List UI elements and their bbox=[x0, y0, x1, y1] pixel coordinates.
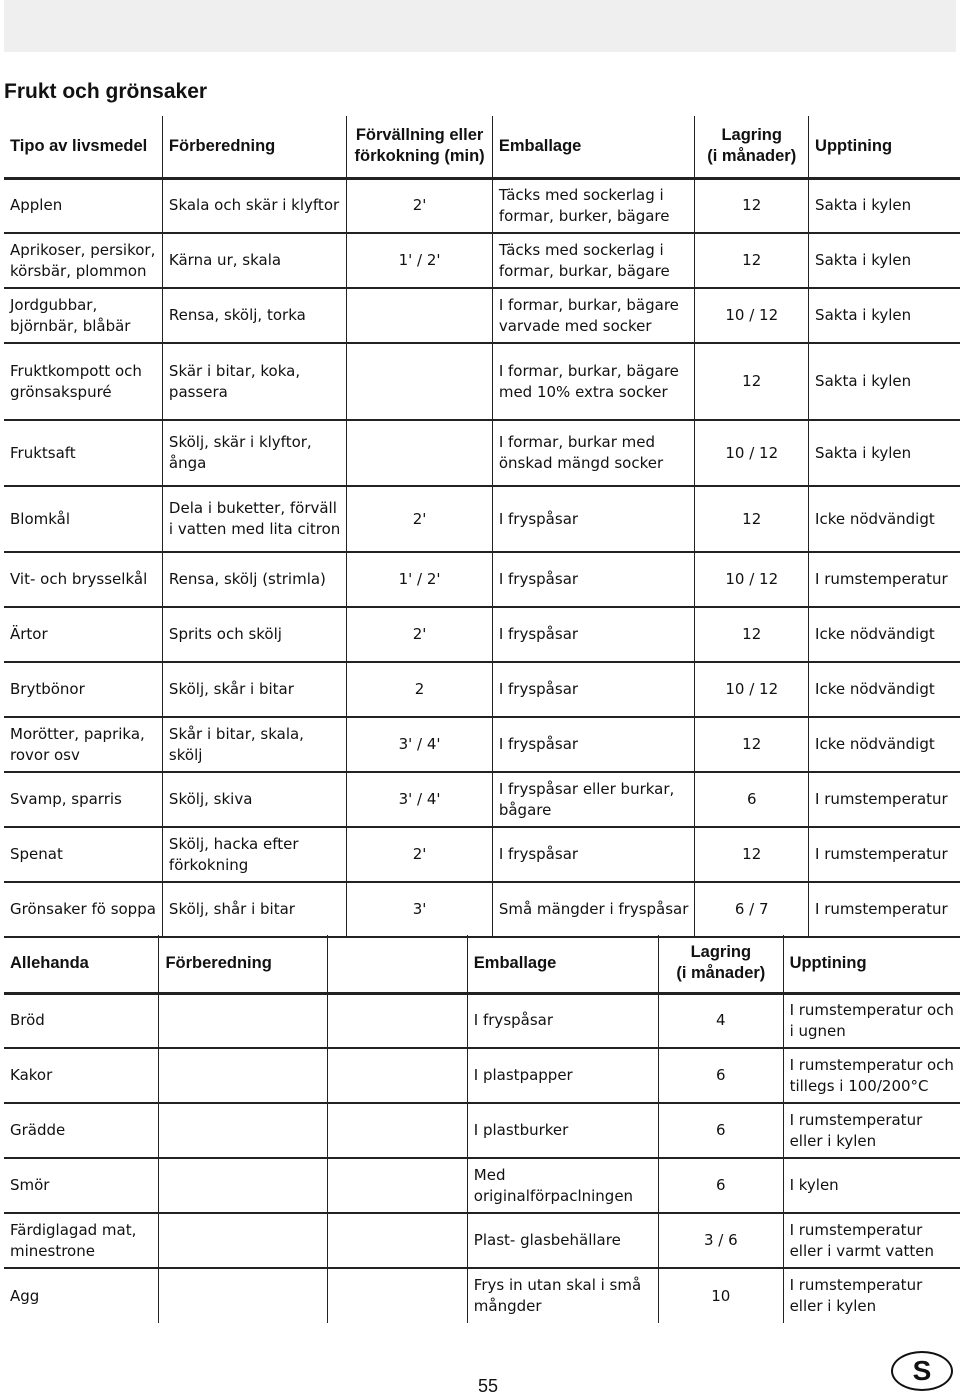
cell-line: Sprits och skölj bbox=[168, 625, 282, 643]
cell-line: önskad mängd socker bbox=[498, 454, 664, 472]
cell-line: förkokning bbox=[168, 855, 249, 874]
cell-line: rovor osv bbox=[10, 745, 80, 764]
cell-line: Rensa, skölj (strimla) bbox=[168, 570, 326, 588]
cell-line: I rumstemperatur bbox=[815, 790, 948, 808]
cell-thaw bbox=[809, 178, 960, 233]
cell-line: Sakta i kylen bbox=[815, 443, 912, 462]
cell-blanch bbox=[328, 1048, 468, 1103]
cell-prep bbox=[162, 178, 346, 233]
cell-value: 1' / 2' bbox=[398, 570, 441, 588]
cell-blanch bbox=[347, 233, 493, 288]
cell-blanch bbox=[328, 1268, 468, 1323]
cell-line: I kylen bbox=[789, 1176, 839, 1194]
cell-line: (i månader) bbox=[707, 147, 797, 166]
cell-line: varvade med socker bbox=[498, 316, 652, 335]
cell-prep bbox=[162, 233, 346, 288]
cell-line: Blomkål bbox=[10, 509, 71, 528]
table-row bbox=[4, 486, 960, 552]
cell-value: 6 / 7 bbox=[734, 900, 769, 918]
table-row bbox=[4, 233, 960, 288]
cell-storage bbox=[659, 1103, 784, 1158]
cell-pack bbox=[467, 1268, 658, 1323]
cell-line: passera bbox=[168, 382, 228, 401]
cell-food bbox=[4, 1213, 159, 1268]
cell-value: 12 bbox=[742, 735, 762, 753]
cell-food bbox=[4, 178, 162, 233]
cell-line: minestrone bbox=[10, 1241, 95, 1260]
cell-prep bbox=[162, 607, 346, 662]
cell-storage bbox=[695, 607, 809, 662]
cell-prep bbox=[159, 1103, 328, 1158]
cell-pack bbox=[492, 717, 695, 772]
cell-line: I fryspåsar bbox=[498, 570, 579, 588]
cell-pack bbox=[492, 827, 695, 882]
cell-line: eller i kylen bbox=[789, 1297, 877, 1315]
cell-food bbox=[4, 717, 162, 772]
cell-thaw bbox=[783, 1158, 960, 1213]
cell-food bbox=[4, 882, 162, 937]
cell-prep bbox=[162, 662, 346, 717]
cell-storage bbox=[695, 486, 809, 552]
cell-line: Lagring bbox=[690, 943, 752, 962]
cell-line: Rensa, skölj, torka bbox=[168, 306, 306, 324]
cell-blanch bbox=[328, 1158, 468, 1213]
header-storage bbox=[695, 116, 809, 178]
header-pack bbox=[492, 116, 695, 178]
cell-food bbox=[4, 772, 162, 827]
cell-line: I fryspåsar eller burkar, bbox=[498, 779, 675, 798]
cell-pack bbox=[492, 233, 695, 288]
cell-line: I rumstemperatur bbox=[789, 1110, 923, 1129]
header-storage bbox=[659, 935, 784, 993]
table-row bbox=[4, 882, 960, 937]
cell-storage bbox=[659, 1048, 784, 1103]
cell-blanch bbox=[347, 343, 493, 420]
cell-prep bbox=[159, 1048, 328, 1103]
cell-pack bbox=[492, 552, 695, 607]
cell-line: grönsakspuré bbox=[10, 382, 112, 401]
cell-line: körsbär, plommon bbox=[10, 261, 147, 280]
cell-storage bbox=[695, 343, 809, 420]
table-header-row bbox=[4, 935, 960, 993]
cell-pack bbox=[492, 420, 695, 486]
cell-value: 12 bbox=[742, 509, 762, 528]
cell-line: mångder bbox=[473, 1297, 542, 1315]
cell-pack bbox=[492, 772, 695, 827]
cell-thaw bbox=[809, 486, 960, 552]
cell-storage bbox=[695, 233, 809, 288]
cell-line: med 10% extra socker bbox=[498, 382, 668, 401]
cell-line: I fryspåsar bbox=[498, 735, 579, 753]
cell-line: Kakor bbox=[10, 1066, 53, 1084]
cell-value: 12 bbox=[742, 196, 762, 215]
cell-thaw bbox=[809, 607, 960, 662]
cell-line: I formar, burkar med bbox=[498, 433, 655, 451]
cell-blanch bbox=[347, 486, 493, 552]
cell-pack bbox=[467, 1158, 658, 1213]
cell-pack bbox=[492, 343, 695, 420]
cell-line: Sakta i kylen bbox=[815, 372, 912, 390]
cell-pack bbox=[467, 1048, 658, 1103]
cell-line: Upptining bbox=[789, 953, 867, 972]
cell-food bbox=[4, 1048, 159, 1103]
cell-value: 10 / 12 bbox=[725, 680, 779, 698]
cell-thaw bbox=[809, 420, 960, 486]
table-row bbox=[4, 607, 960, 662]
header-prep bbox=[159, 935, 328, 993]
cell-line: Lagring bbox=[721, 126, 782, 145]
cell-line: Aprikoser, persikor, bbox=[10, 240, 156, 259]
cell-line: Täcks med sockerlag i bbox=[498, 240, 664, 259]
cell-line: Dela i buketter, förväll bbox=[168, 499, 337, 517]
cell-blanch bbox=[328, 1103, 468, 1158]
cell-line: Smör bbox=[10, 1176, 50, 1194]
cell-value: 10 bbox=[711, 1286, 731, 1305]
cell-thaw bbox=[783, 1213, 960, 1268]
table-row bbox=[4, 420, 960, 486]
cell-food bbox=[4, 993, 159, 1048]
cell-storage bbox=[695, 178, 809, 233]
cell-storage bbox=[659, 1158, 784, 1213]
cell-blanch bbox=[347, 662, 493, 717]
cell-value: 12 bbox=[742, 845, 762, 863]
table-row bbox=[4, 717, 960, 772]
cell-line: Fruktkompott och bbox=[10, 361, 142, 380]
cell-line: I plastpapper bbox=[473, 1066, 573, 1084]
cell-thaw bbox=[809, 662, 960, 717]
cell-line: ånga bbox=[168, 454, 207, 472]
cell-line: Icke nödvändigt bbox=[815, 625, 935, 643]
cell-line: Frys in utan skal i små bbox=[473, 1276, 642, 1294]
cell-line: Agg bbox=[10, 1286, 40, 1305]
cell-line: formar, burker, bägare bbox=[498, 206, 670, 225]
cell-storage bbox=[695, 288, 809, 343]
cell-value: 2' bbox=[412, 196, 427, 215]
cell-prep bbox=[162, 717, 346, 772]
cell-food bbox=[4, 420, 162, 486]
cell-value: 2 bbox=[414, 680, 425, 698]
cell-food bbox=[4, 552, 162, 607]
cell-line: Förberedning bbox=[165, 953, 272, 972]
cell-prep bbox=[162, 772, 346, 827]
cell-blanch bbox=[347, 288, 493, 343]
cell-food bbox=[4, 827, 162, 882]
cell-line: Täcks med sockerlag i bbox=[498, 185, 664, 204]
cell-value: 12 bbox=[742, 251, 762, 269]
cell-blanch bbox=[328, 993, 468, 1048]
freezing-table-miscellaneous bbox=[4, 935, 960, 1323]
cell-thaw bbox=[783, 1103, 960, 1158]
cell-value: 3' bbox=[412, 900, 427, 918]
cell-line: Emballage bbox=[473, 953, 557, 972]
cell-blanch bbox=[347, 178, 493, 233]
cell-prep bbox=[159, 1213, 328, 1268]
cell-line: Kärna ur, skala bbox=[168, 251, 282, 269]
cell-storage bbox=[659, 993, 784, 1048]
brand-logo bbox=[891, 1351, 953, 1391]
cell-storage bbox=[695, 772, 809, 827]
cell-thaw bbox=[809, 827, 960, 882]
cell-value: 6 bbox=[716, 1066, 726, 1084]
cell-food bbox=[4, 486, 162, 552]
table-row bbox=[4, 552, 960, 607]
cell-line: Spenat bbox=[10, 845, 63, 863]
cell-pack bbox=[492, 662, 695, 717]
cell-line: tillegs i 100/200°C bbox=[789, 1076, 929, 1095]
cell-line: I formar, burkar, bägare bbox=[498, 361, 679, 380]
cell-line: Plast- glasbehällare bbox=[473, 1231, 621, 1249]
cell-value: 10 / 12 bbox=[725, 443, 779, 462]
cell-thaw bbox=[809, 233, 960, 288]
cell-storage bbox=[695, 717, 809, 772]
cell-line: I rumstemperatur bbox=[789, 1220, 923, 1239]
cell-value: 10 / 12 bbox=[725, 570, 779, 588]
table-row bbox=[4, 343, 960, 420]
cell-line: I rumstemperatur bbox=[815, 845, 948, 863]
cell-value: 3' / 4' bbox=[398, 735, 441, 753]
table-header-row bbox=[4, 116, 960, 178]
cell-line: eller i kylen bbox=[789, 1131, 877, 1150]
header-pack bbox=[467, 935, 658, 993]
cell-prep bbox=[162, 288, 346, 343]
cell-line: Allehanda bbox=[10, 953, 89, 972]
cell-line: Brytbönor bbox=[10, 680, 85, 698]
cell-thaw bbox=[809, 552, 960, 607]
cell-pack bbox=[492, 288, 695, 343]
cell-line: Små mängder i fryspåsar bbox=[498, 900, 689, 918]
cell-line: I fryspåsar bbox=[498, 509, 579, 528]
cell-value: 3' / 4' bbox=[398, 790, 441, 808]
page-number: 55 bbox=[478, 1376, 499, 1396]
cell-line: Upptining bbox=[815, 136, 893, 155]
cell-storage bbox=[659, 1213, 784, 1268]
table-row bbox=[4, 1048, 960, 1103]
cell-line: Skölj, skär i klyftor, bbox=[168, 433, 312, 451]
cell-line: (i månader) bbox=[676, 964, 766, 983]
cell-pack bbox=[467, 1103, 658, 1158]
cell-value: 2' bbox=[412, 625, 427, 643]
header-thaw bbox=[809, 116, 960, 178]
header-food bbox=[4, 116, 162, 178]
cell-line: Skår i bitar, skala, bbox=[168, 724, 304, 743]
cell-pack bbox=[467, 1213, 658, 1268]
logo-letter: S bbox=[912, 1355, 932, 1386]
header-blanch bbox=[328, 935, 468, 993]
cell-line: I rumstemperatur bbox=[815, 900, 948, 918]
cell-line: förkokning (min) bbox=[354, 147, 485, 166]
cell-line: Färdiglagad mat, bbox=[10, 1220, 137, 1239]
cell-line: eller i varmt vatten bbox=[789, 1241, 935, 1260]
cell-line: Applen bbox=[10, 196, 63, 215]
cell-line: Svamp, sparris bbox=[10, 790, 122, 808]
cell-line: Skölj, skiva bbox=[168, 790, 253, 808]
cell-blanch bbox=[347, 420, 493, 486]
cell-blanch bbox=[347, 717, 493, 772]
cell-line: Vit- och brysselkål bbox=[10, 570, 148, 588]
cell-food bbox=[4, 662, 162, 717]
cell-value: 12 bbox=[742, 625, 762, 643]
cell-blanch bbox=[328, 1213, 468, 1268]
table-row bbox=[4, 1103, 960, 1158]
cell-line: Bröd bbox=[10, 1011, 45, 1030]
cell-prep bbox=[162, 552, 346, 607]
cell-prep bbox=[159, 1158, 328, 1213]
cell-thaw bbox=[783, 1268, 960, 1323]
cell-value: 2' bbox=[412, 845, 427, 863]
header-food bbox=[4, 935, 159, 993]
table-row bbox=[4, 178, 960, 233]
cell-value: 4 bbox=[716, 1011, 726, 1030]
cell-line: Med bbox=[473, 1165, 506, 1184]
header-blanch bbox=[347, 116, 493, 178]
cell-line: Jordgubbar, bbox=[10, 295, 98, 314]
cell-prep bbox=[162, 420, 346, 486]
cell-storage bbox=[695, 552, 809, 607]
table-row bbox=[4, 1213, 960, 1268]
cell-thaw bbox=[809, 772, 960, 827]
cell-line: Skölj, shår i bitar bbox=[168, 900, 295, 918]
cell-prep bbox=[159, 1268, 328, 1323]
cell-line: originalförpaclningen bbox=[473, 1186, 634, 1205]
cell-pack bbox=[492, 882, 695, 937]
cell-pack bbox=[467, 993, 658, 1048]
cell-line: bågare bbox=[498, 800, 552, 819]
cell-line: Sakta i kylen bbox=[815, 196, 912, 215]
cell-storage bbox=[695, 827, 809, 882]
cell-line: Förvällning eller bbox=[355, 126, 484, 145]
cell-pack bbox=[492, 178, 695, 233]
cell-value: 1' / 2' bbox=[398, 251, 441, 269]
cell-prep bbox=[159, 993, 328, 1048]
table-row bbox=[4, 1158, 960, 1213]
cell-prep bbox=[162, 827, 346, 882]
cell-food bbox=[4, 607, 162, 662]
cell-line: björnbär, blåbär bbox=[10, 316, 131, 335]
cell-thaw bbox=[809, 343, 960, 420]
cell-line: Sakta i kylen bbox=[815, 306, 912, 324]
cell-line: Sakta i kylen bbox=[815, 251, 912, 269]
cell-storage bbox=[695, 662, 809, 717]
cell-line: Morötter, paprika, bbox=[10, 724, 145, 743]
cell-storage bbox=[659, 1268, 784, 1323]
cell-line: I formar, burkar, bägare bbox=[498, 295, 679, 314]
cell-line: Emballage bbox=[498, 136, 582, 155]
freezing-table-fruit-vegetables bbox=[4, 116, 960, 938]
cell-prep bbox=[162, 343, 346, 420]
cell-line: I rumstemperatur och bbox=[789, 1055, 954, 1074]
cell-line: Fruktsaft bbox=[10, 443, 76, 462]
cell-line: Ärtor bbox=[10, 625, 48, 643]
cell-food bbox=[4, 1268, 159, 1323]
table-row bbox=[4, 827, 960, 882]
cell-line: Grädde bbox=[10, 1121, 66, 1139]
cell-pack bbox=[492, 486, 695, 552]
cell-line: I fryspåsar bbox=[498, 845, 579, 863]
cell-pack bbox=[492, 607, 695, 662]
cell-value: 2' bbox=[412, 509, 427, 528]
cell-line: Skölj, hacka efter bbox=[168, 834, 299, 853]
cell-blanch bbox=[347, 607, 493, 662]
cell-blanch bbox=[347, 827, 493, 882]
table-row bbox=[4, 993, 960, 1048]
table-row bbox=[4, 1268, 960, 1323]
cell-storage bbox=[695, 420, 809, 486]
cell-line: I fryspåsar bbox=[498, 680, 579, 698]
cell-food bbox=[4, 1158, 159, 1213]
cell-line: Icke nödvändigt bbox=[815, 735, 935, 753]
cell-line: I plastburker bbox=[473, 1121, 569, 1139]
table-row bbox=[4, 772, 960, 827]
cell-thaw bbox=[809, 288, 960, 343]
cell-food bbox=[4, 288, 162, 343]
cell-prep bbox=[162, 882, 346, 937]
cell-line: Tipo av livsmedel bbox=[10, 136, 148, 155]
cell-line: I rumstemperatur bbox=[789, 1276, 923, 1294]
cell-thaw bbox=[809, 882, 960, 937]
cell-thaw bbox=[783, 993, 960, 1048]
cell-prep bbox=[162, 486, 346, 552]
cell-value: 6 bbox=[716, 1176, 726, 1194]
cell-line: I fryspåsar bbox=[473, 1011, 554, 1030]
cell-blanch bbox=[347, 882, 493, 937]
cell-thaw bbox=[783, 1048, 960, 1103]
cell-food bbox=[4, 233, 162, 288]
cell-value: 3 / 6 bbox=[703, 1231, 738, 1249]
cell-value: 6 bbox=[716, 1121, 726, 1139]
cell-line: I fryspåsar bbox=[498, 625, 579, 643]
cell-line: I rumstemperatur och bbox=[789, 1000, 954, 1019]
cell-value: 10 / 12 bbox=[725, 306, 779, 324]
cell-blanch bbox=[347, 552, 493, 607]
cell-line: Grönsaker fö soppa bbox=[10, 900, 156, 918]
cell-food bbox=[4, 343, 162, 420]
table-row bbox=[4, 288, 960, 343]
cell-storage bbox=[695, 882, 809, 937]
cell-line: I rumstemperatur bbox=[815, 570, 948, 588]
cell-blanch bbox=[347, 772, 493, 827]
cell-food bbox=[4, 1103, 159, 1158]
cell-value: 6 bbox=[746, 790, 757, 808]
cell-line: i vatten med lita citron bbox=[168, 520, 341, 538]
cell-line: i ugnen bbox=[789, 1021, 846, 1040]
section-title: Frukt och grönsaker bbox=[4, 80, 208, 103]
header-thaw bbox=[783, 935, 960, 993]
cell-value: 12 bbox=[742, 372, 762, 390]
table-row bbox=[4, 662, 960, 717]
cell-thaw bbox=[809, 717, 960, 772]
cell-line: Icke nödvändigt bbox=[815, 509, 935, 528]
cell-line: Skölj, skår i bitar bbox=[168, 680, 294, 698]
cell-line: Förberedning bbox=[168, 136, 276, 155]
top-band bbox=[4, 0, 956, 52]
cell-line: Skär i bitar, koka, bbox=[168, 361, 301, 380]
cell-line: Icke nödvändigt bbox=[815, 680, 935, 698]
cell-line: formar, burkar, bägare bbox=[498, 261, 670, 280]
cell-line: Skala och skär i klyftor bbox=[168, 196, 340, 215]
cell-line: skölj bbox=[168, 745, 203, 764]
header-prep bbox=[162, 116, 346, 178]
